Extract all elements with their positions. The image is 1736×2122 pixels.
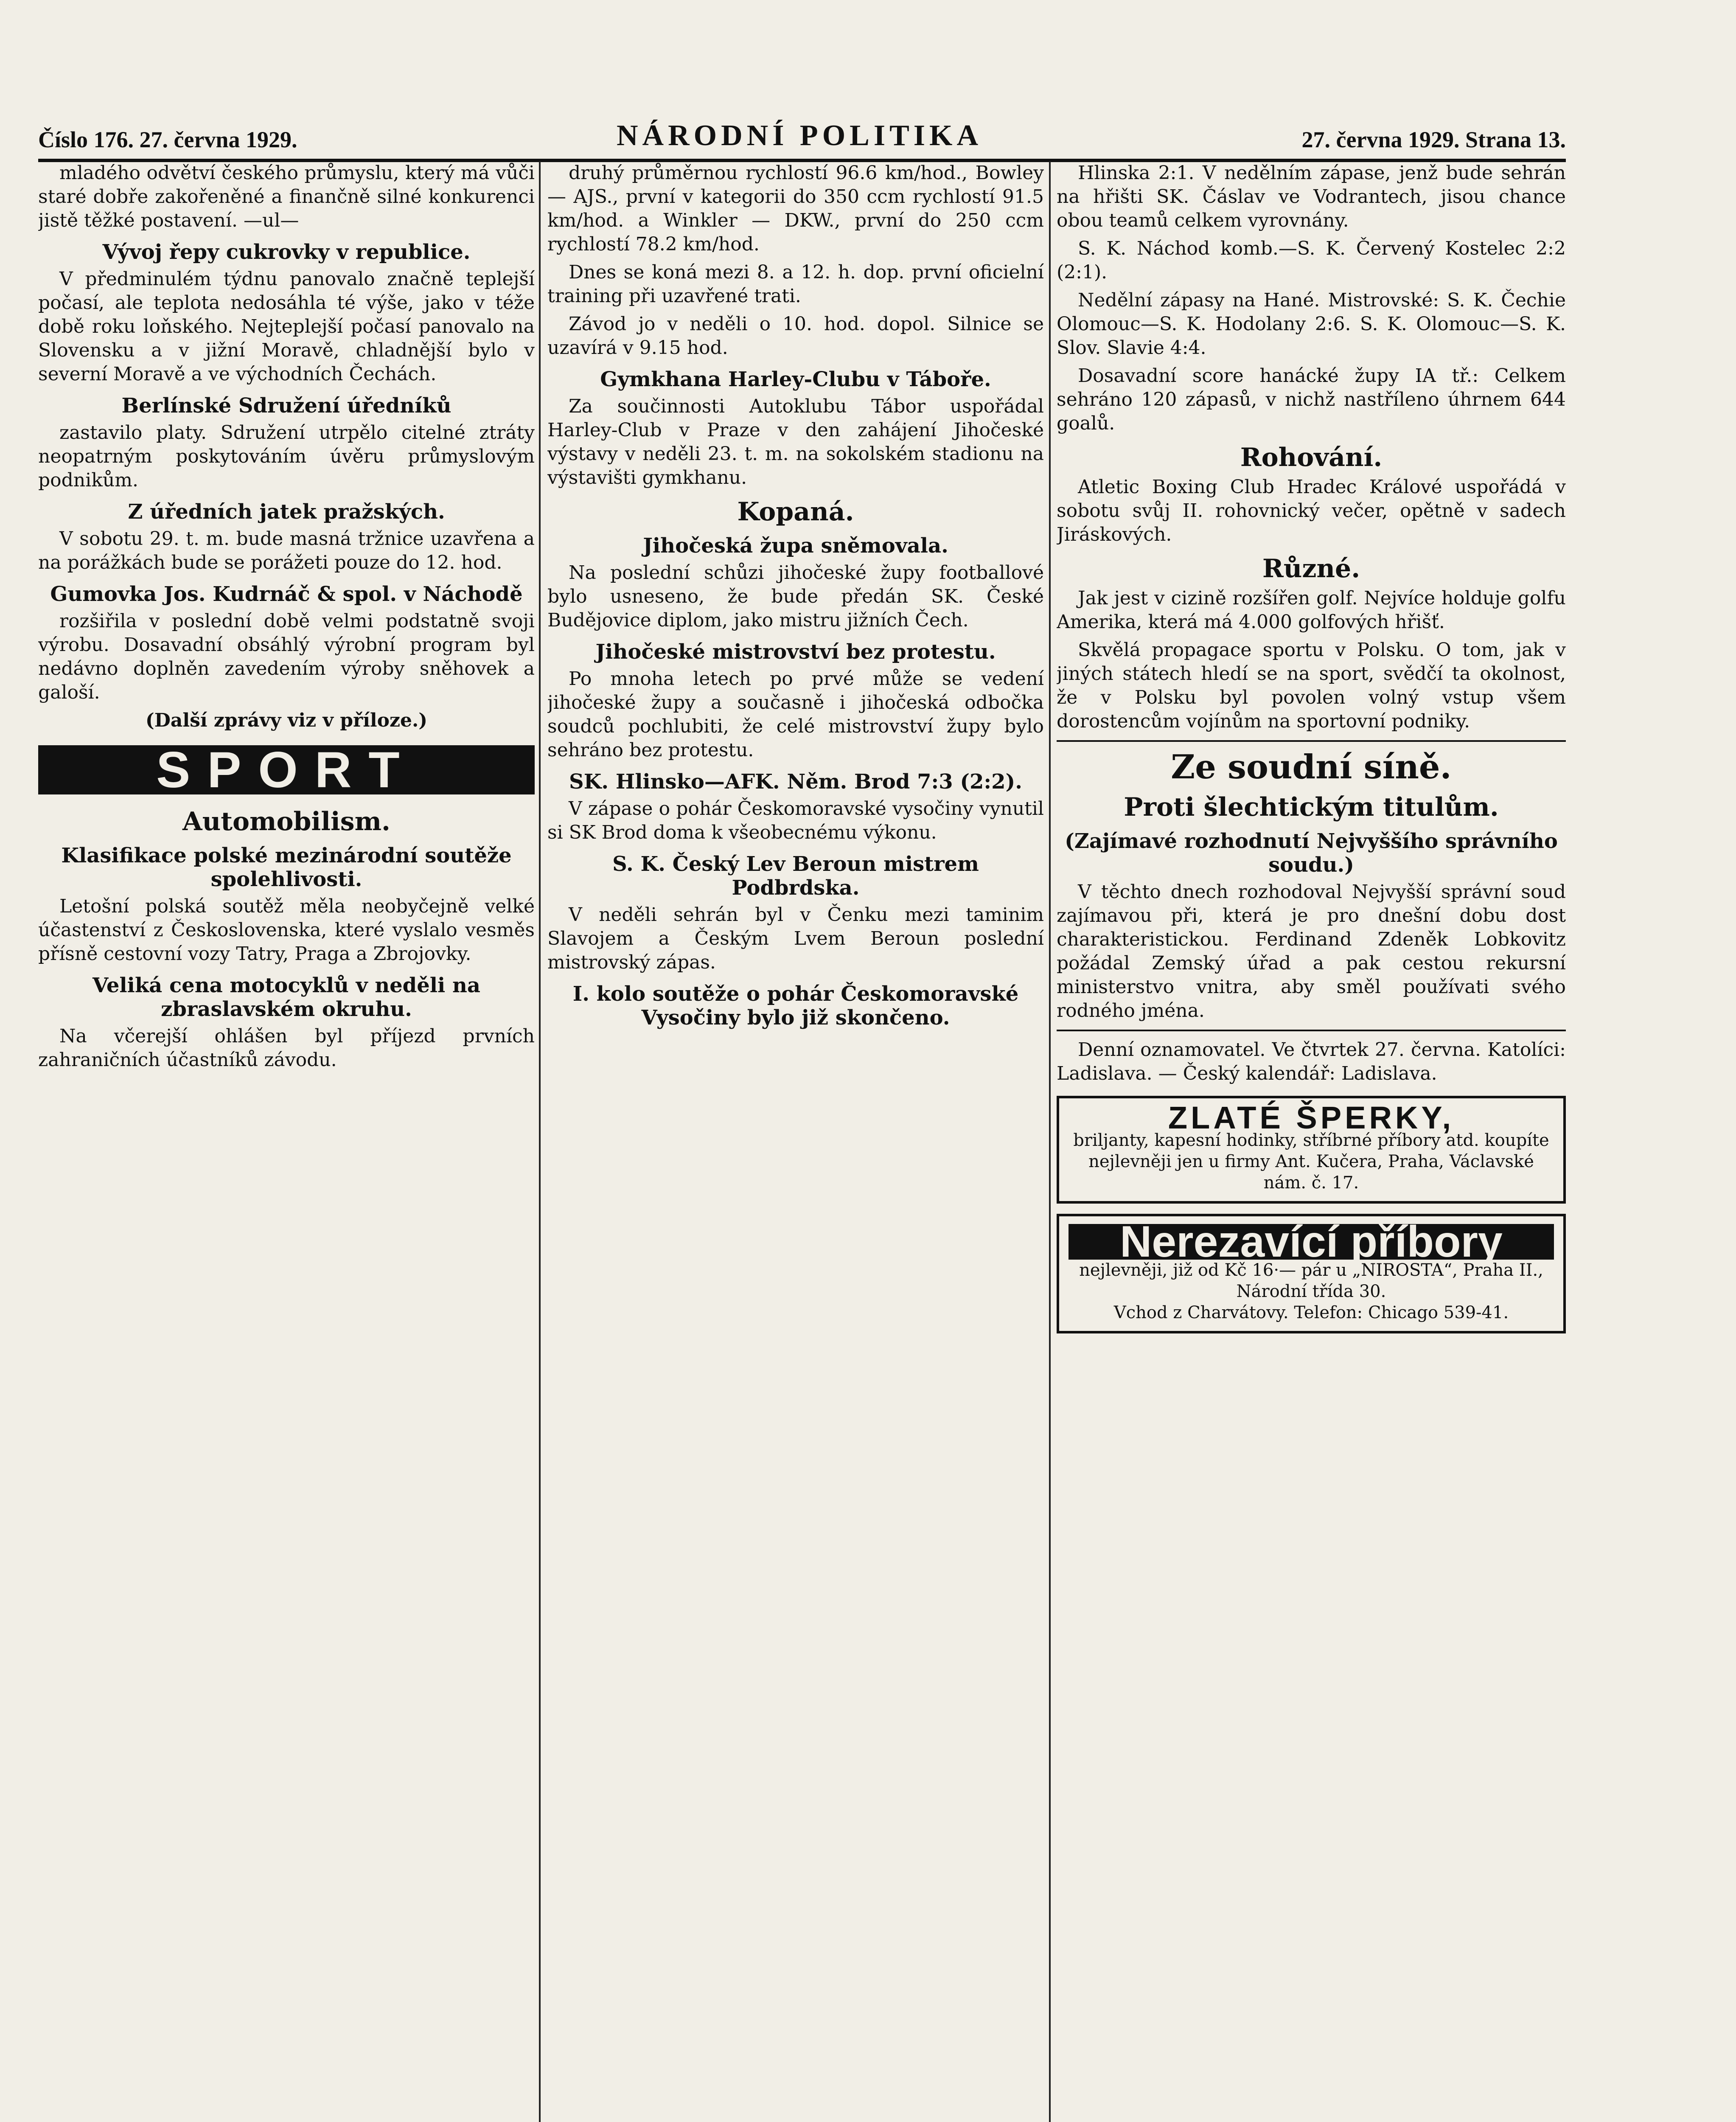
- article-text: Letošní polská soutěž měla neobyčejně velké účastenství z Československa, které vyslalo vesměs přísně cestovní vozy Tatry, Praga a Zbrojovky.: [38, 895, 535, 965]
- article-text: Závod jo v neděli o 10. hod. dopol. Silnice se uzavírá v 9.15 hod.: [547, 313, 1044, 359]
- section-heading: Rohování.: [1240, 443, 1383, 472]
- article-heading: Klasifikace polské mezinárodní soutěže spolehlivosti.: [61, 844, 512, 891]
- article-text: rozšiřila v poslední době velmi podstatně svoji výrobu. Dosavadní obsáhlý výrobní program byl nedávno doplněn zavedením výroby sněhovek a galoší.: [38, 610, 535, 703]
- issue-date: Číslo 176. 27. června 1929.: [38, 127, 297, 152]
- advertisement-cutlery: [1057, 1214, 1566, 1333]
- column-3: [1057, 161, 1566, 2122]
- article-text: zastavilo platy. Sdružení utrpělo citelné ztráty neopatrným poskytováním úvěru průmyslovým podnikům.: [38, 422, 535, 491]
- article-text: mladého odvětví českého průmyslu, který má vůči staré dobře zakořeněné a finančně silné konkurenci jistě těžké postavení. —ul—: [38, 162, 535, 231]
- column-rule: [539, 161, 541, 2122]
- article-text: V předminulém týdnu panovalo značně teplejší počasí, ale teplota nedosáhla té výše, jako v téže době roku loňského. Nejteplejší počasí panovalo na Slovensku a v jižní Moravě, chladnější bylo v severní Moravě a ve východních Čechách.: [38, 268, 535, 385]
- masthead: [38, 106, 1566, 162]
- article-text: V zápase o pohár Českomoravské vysočiny vynutil si SK Brod doma k všeobecnému výkonu.: [547, 798, 1044, 843]
- article-heading: Proti šlechtickým titulům.: [1124, 792, 1499, 822]
- sport-banner: SPORT: [38, 745, 535, 794]
- article-text: Na včerejší ohlášen byl příjezd prvních zahraničních účastníků závodu.: [38, 1025, 535, 1071]
- article-text: V neděli sehrán byl v Čenku mezi taminim Slavojem a Českým Lvem Beroun poslední mistrovský zápas.: [547, 904, 1044, 973]
- article-heading: Gumovka Jos. Kudrnáč & spol. v Náchodě: [50, 582, 523, 606]
- section-heading: Automobilism.: [182, 807, 390, 836]
- column-2: [547, 161, 1044, 2122]
- section-heading: Různé.: [1262, 554, 1360, 584]
- article-heading: Vývoj řepy cukrovky v republice.: [102, 240, 471, 264]
- article-subheading: (Zajímavé rozhodnutí Nejvyššího správního soudu.): [1065, 829, 1558, 877]
- article-heading: S. K. Český Lev Beroun mistrem Podbrdska.: [612, 852, 979, 900]
- continuation-note: (Další zprávy viz v příloze.): [145, 710, 428, 731]
- article-text: S. K. Náchod komb.—S. K. Červený Kostelec 2:2 (2:1).: [1057, 238, 1566, 283]
- paper-title: NÁRODNÍ POLITIKA: [616, 119, 983, 152]
- article-text: V sobotu 29. t. m. bude masná tržnice uzavřena a na porážkách bude se porážeti pouze do 12. hod.: [38, 528, 535, 573]
- article-text: Dosavadní score hanácké župy IA tř.: Celkem sehráno 120 zápasů, v nichž nastříleno úhrnem 644 goalů.: [1057, 365, 1566, 434]
- column-1: [38, 161, 535, 2122]
- ad-body: briljanty, kapesní hodinky, stříbrné příbory atd. koupíte nejlevněji jen u firmy Ant. Kučera, Praha, Václavské nám. č. 17.: [1073, 1131, 1549, 1193]
- article-text: Jak jest v cizině rozšířen golf. Nejvíce holduje golfu Amerika, která má 4.000 golfových hřišť.: [1057, 587, 1566, 633]
- article-heading: Gymkhana Harley-Clubu v Táboře.: [600, 368, 991, 391]
- article-text: V těchto dnech rozhodoval Nejvyšší správní soud zajímavou při, která je pro dnešní dobu dost charakteristickou. Ferdinand Zdeněk Lobkovitz požádal Zemský úřad a pak cestou rekursní ministerstvo vnitra, aby směl používati svého rodného jména.: [1057, 881, 1566, 1022]
- ad-body: nejlevněji, již od Kč 16·— pár u „NIROSTA“, Praha II., Národní třída 30.: [1079, 1260, 1543, 1301]
- article-heading: Veliká cena motocyklů v neděli na zbraslavském okruhu.: [93, 974, 480, 1021]
- article-heading: Jihočeské mistrovství bez protestu.: [595, 640, 996, 664]
- article-text: Atletic Boxing Club Hradec Králové uspořádá v sobotu svůj II. rohovnický večer, opětně v sadech Jiráskových.: [1057, 476, 1566, 545]
- article-text: druhý průměrnou rychlostí 96.6 km/hod., Bowley — AJS., první v kategorii do 350 ccm rychlostí 91.5 km/hod. a Winkler — DKW., první do 250 ccm rychlostí 78.2 km/hod.: [547, 162, 1044, 255]
- ad-title: ZLATÉ ŠPERKY,: [1168, 1100, 1455, 1135]
- article-text: Po mnoha letech po prvé může se vedení jihočeské župy a současně i jihočeská odbočka soudců pochlubiti, že celé mistrovství župy bylo sehráno bez protestu.: [547, 668, 1044, 761]
- article-text: Denní oznamovatel. Ve čtvrtek 27. června. Katolíci: Ladislava. — Český kalendář: Ladislava.: [1057, 1039, 1566, 1084]
- column-rule: [1049, 161, 1051, 2122]
- article-text: Dnes se koná mezi 8. a 12. h. dop. první oficielní training při uzavřené trati.: [547, 261, 1044, 307]
- article-heading: SK. Hlinsko—AFK. Něm. Brod 7:3 (2:2).: [569, 770, 1022, 794]
- article-heading: Jihočeská župa sněmovala.: [643, 534, 948, 558]
- article-text: Nedělní zápasy na Hané. Mistrovské: S. K. Čechie Olomouc—S. K. Hodolany 2:6. S. K. Olomouc—S. K. Slov. Slavie 4:4.: [1057, 289, 1566, 359]
- divider: [1057, 740, 1566, 742]
- advertisement-jewelry: [1057, 1096, 1566, 1204]
- section-heading: Kopaná.: [737, 497, 854, 527]
- article-heading: Berlínské Sdružení úředníků: [121, 394, 452, 418]
- article-text: Skvělá propagace sportu v Polsku. O tom, jak v jiných státech hledí se na sport, svědčí ta okolnost, že v Polsku byl povolen volný vstup všem dorostencům vojínům na sportovní podniky.: [1057, 639, 1566, 732]
- article-heading: Z úředních jatek pražských.: [128, 500, 445, 524]
- divider: [1057, 1030, 1566, 1031]
- article-heading: I. kolo soutěže o pohár Českomoravské Vysočiny bylo již skončeno.: [572, 982, 1019, 1030]
- page-number: 27. června 1929. Strana 13.: [1301, 127, 1566, 152]
- ad-footer: Vchod z Charvátovy. Telefon: Chicago 539-41.: [1113, 1303, 1509, 1322]
- article-text: Hlinska 2:1. V nedělním zápase, jenž bude sehrán na hřišti SK. Čáslav ve Vodrantech, jisou chance obou teamů celkem vyrovnány.: [1057, 162, 1566, 231]
- article-text: Za součinnosti Autoklubu Tábor uspořádal Harley-Club v Praze v den zahájení Jihočeské výstavy v neděli 23. t. m. na sokolském stadionu na výstavišti gymkhanu.: [547, 396, 1044, 488]
- ad-title: Nerezavící příbory: [1069, 1224, 1554, 1260]
- article-text: Na poslední schůzi jihočeské župy footballové bylo usneseno, že bude předán SK. České Budějovice diplom, jako mistru jižních Čech.: [547, 562, 1044, 631]
- section-heading: Ze soudní síně.: [1171, 748, 1452, 786]
